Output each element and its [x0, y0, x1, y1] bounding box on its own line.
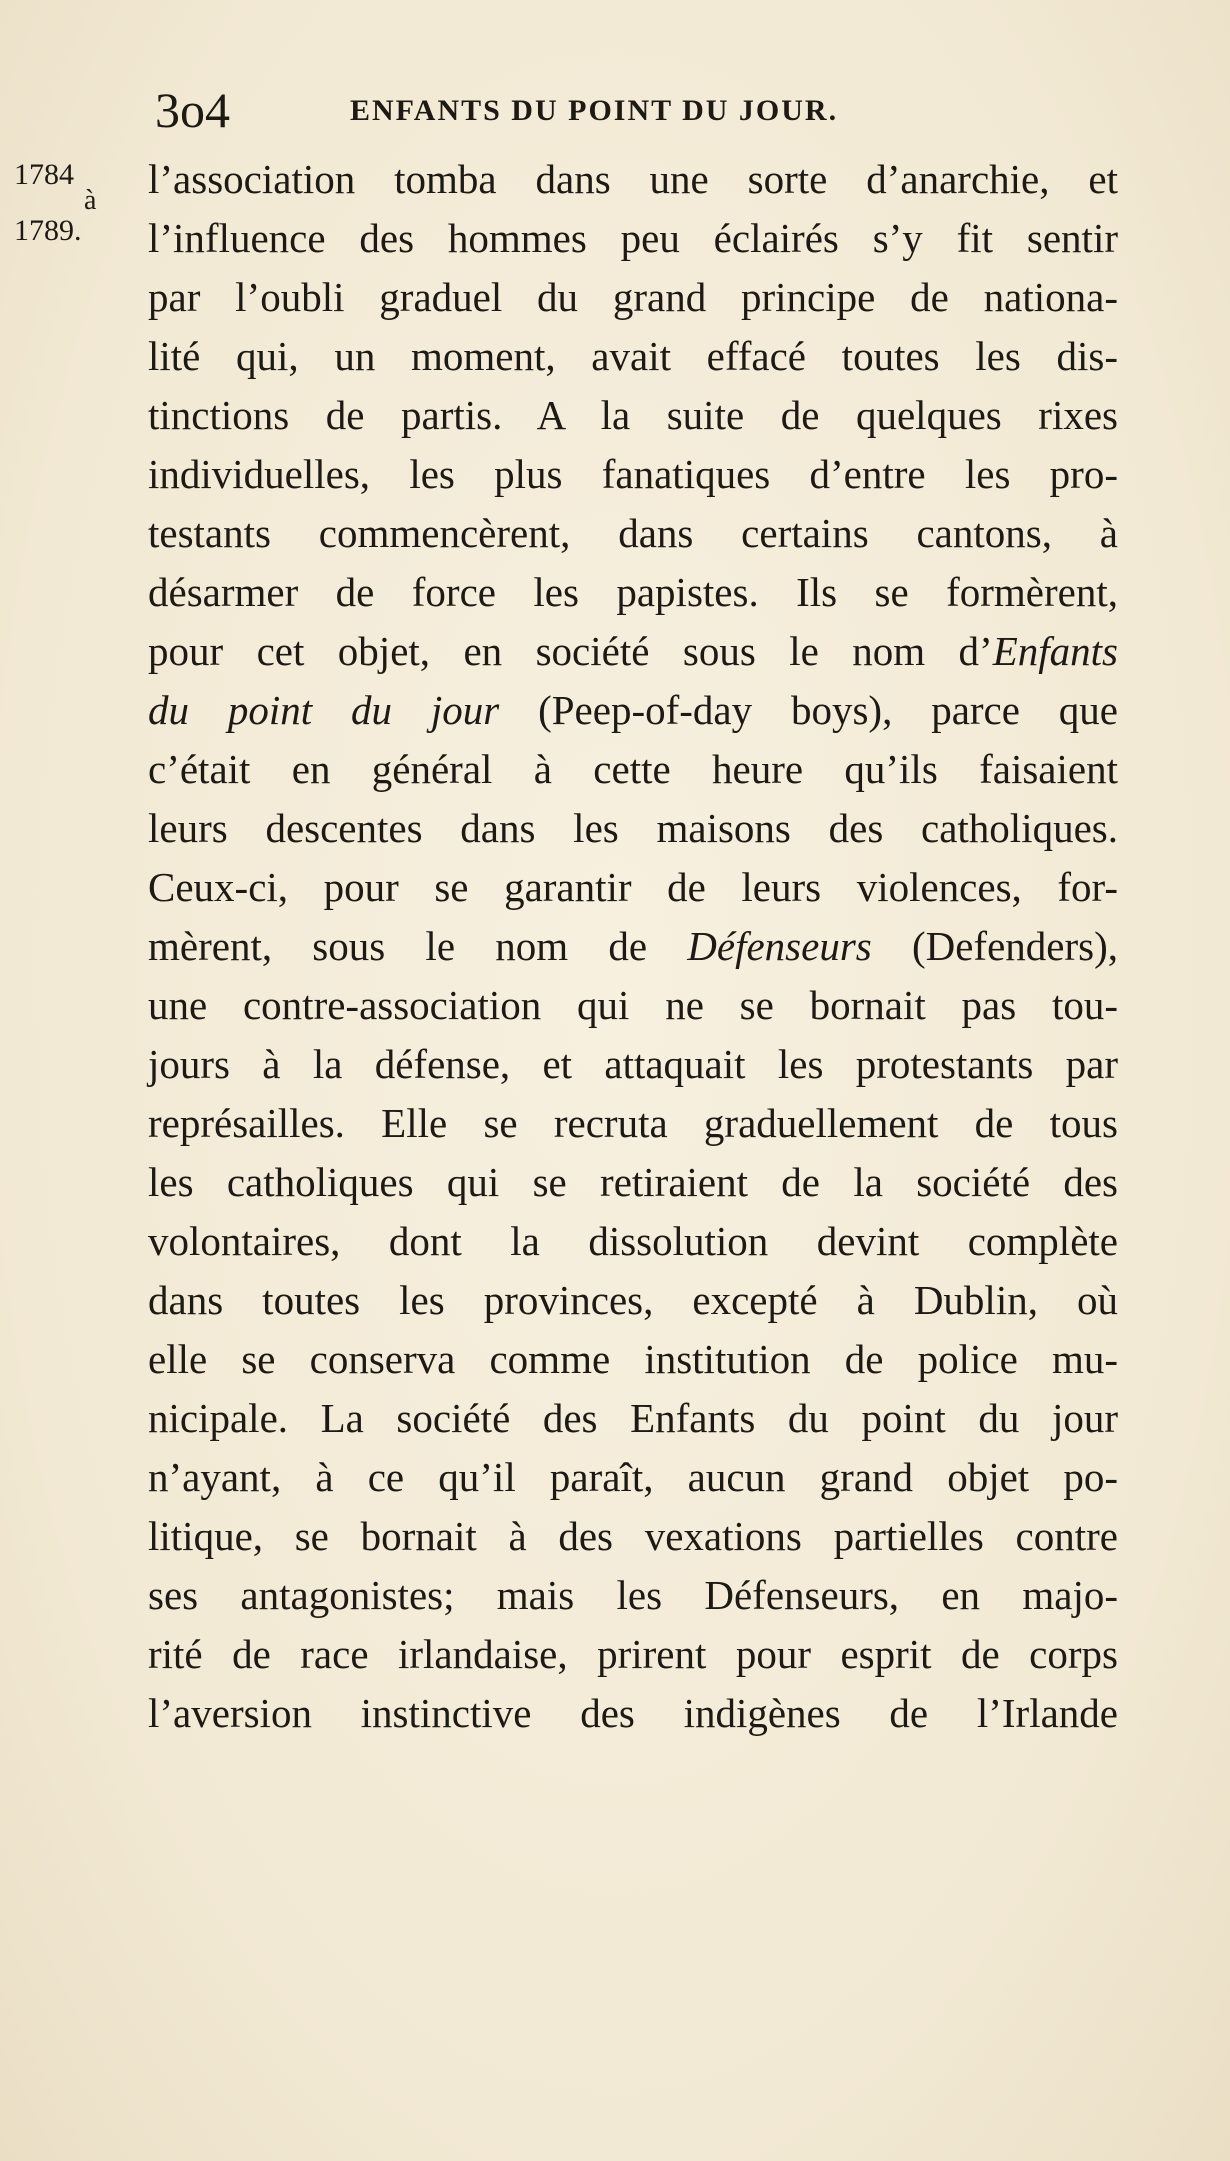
text-line: testants commencèrent, dans certains cantons, à — [148, 510, 1118, 556]
text-line: elle se conserva comme institution de police mu- — [148, 1336, 1118, 1382]
running-head: ENFANTS DU POINT DU JOUR. — [350, 94, 839, 127]
text-line: tinctions de partis. A la suite de quelques rixes — [148, 392, 1118, 438]
margin-date-from: 1784 — [14, 158, 74, 191]
text-line: une contre-association qui ne se bornait pas tou- — [148, 982, 1118, 1028]
text-line: litique, se bornait à des vexations partielles contre — [148, 1513, 1118, 1559]
text-line: l’aversion instinctive des indigènes de l’Irlande — [148, 1690, 1118, 1736]
text-line: l’influence des hommes peu éclairés s’y fit sentir — [148, 215, 1118, 261]
margin-date-to: 1789. — [14, 214, 82, 247]
text-line — [148, 681, 1118, 740]
text-segment: mèrent, sous le nom de — [148, 923, 688, 969]
text-line: dans toutes les provinces, excepté à Dublin, où — [148, 1277, 1118, 1323]
text-line: n’ayant, à ce qu’il paraît, aucun grand objet po- — [148, 1454, 1118, 1500]
text-line: volontaires, dont la dissolution devint complète — [148, 1218, 1118, 1264]
text-line: l’association tomba dans une sorte d’anarchie, et — [148, 156, 1118, 202]
text-line: représailles. Elle se recruta graduellement de tous — [148, 1100, 1118, 1146]
text-line: leurs descentes dans les maisons des catholiques. — [148, 805, 1118, 851]
text-segment: pour cet objet, en société sous le nom d’ — [148, 628, 993, 674]
text-line: ses antagonistes; mais les Défenseurs, en majo- — [148, 1572, 1118, 1618]
text-line: c’était en général à cette heure qu’ils faisaient — [148, 746, 1118, 792]
text-line: lité qui, un moment, avait effacé toutes les dis- — [148, 333, 1118, 379]
text-line: Ceux-ci, pour se garantir de leurs violences, for- — [148, 864, 1118, 910]
text-line — [148, 622, 1118, 681]
italic-term-enfants: Enfants — [992, 628, 1118, 674]
page-header — [155, 80, 1055, 140]
page-number: 3o4 — [155, 82, 230, 138]
italic-term-du-point-du-jour: du point du jour — [148, 687, 500, 733]
text-line: individuelles, les plus fanatiques d’entre les pro- — [148, 451, 1118, 497]
body-text — [148, 150, 1118, 1743]
text-line: les catholiques qui se retiraient de la société des — [148, 1159, 1118, 1205]
text-line: nicipale. La société des Enfants du point du jour — [148, 1395, 1118, 1441]
text-line: désarmer de force les papistes. Ils se formèrent, — [148, 569, 1118, 615]
italic-term-defenseurs: Défenseurs — [687, 923, 872, 969]
text-segment: (Peep-of-day boys), parce que — [499, 687, 1119, 733]
text-line: jours à la défense, et attaquait les protestants par — [148, 1041, 1118, 1087]
text-segment: (Defenders), — [871, 923, 1118, 969]
text-line: rité de race irlandaise, prirent pour esprit de corps — [148, 1631, 1118, 1677]
text-line: par l’oubli graduel du grand principe de nationa- — [148, 274, 1118, 320]
margin-date-separator: à — [84, 185, 97, 216]
text-line — [148, 917, 1118, 976]
